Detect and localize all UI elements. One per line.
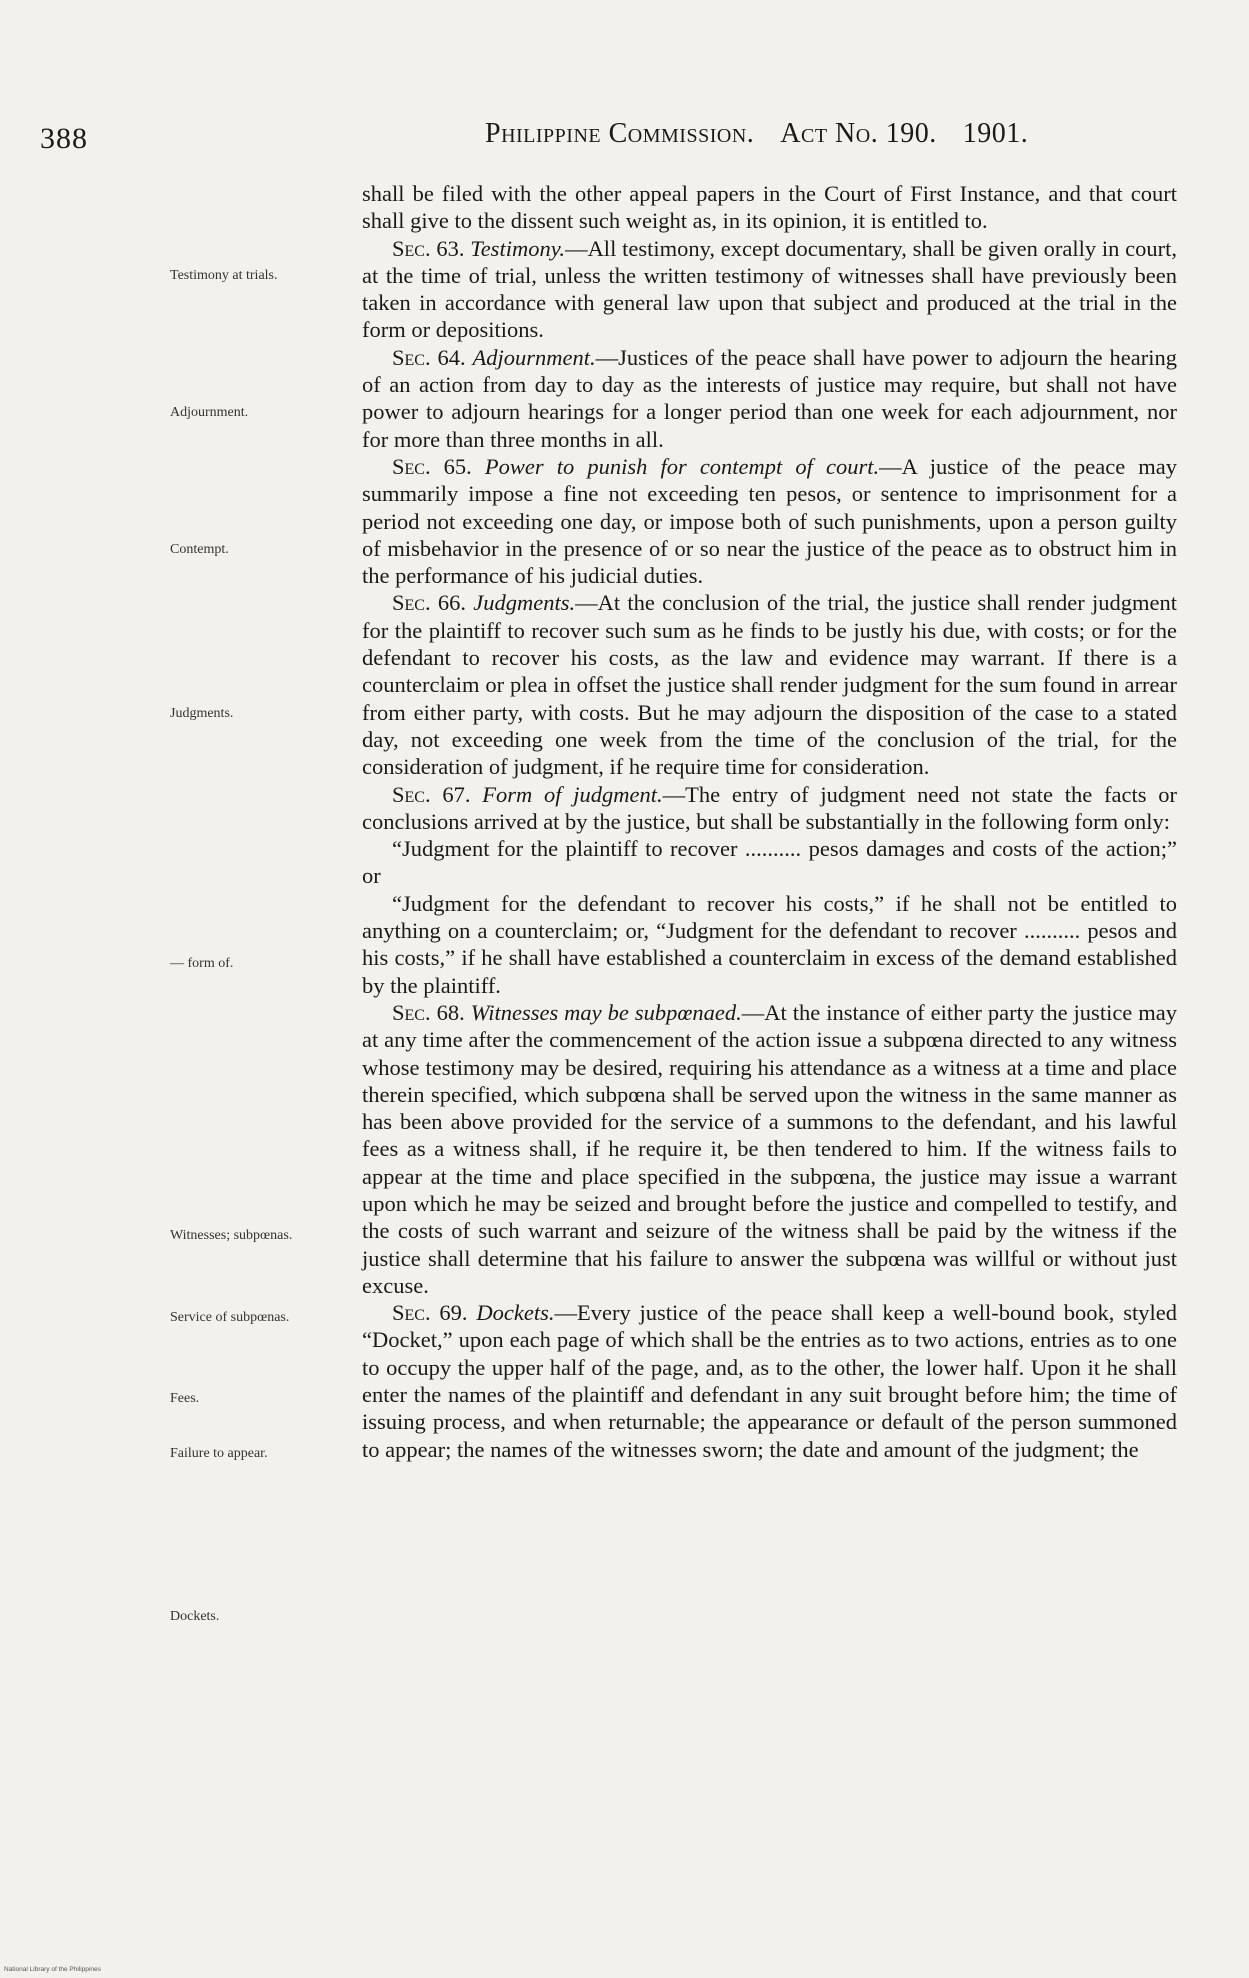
footer-credit: National Library of the Philippines [4,1966,101,1973]
section-65: Sec. 65. Power to punish for contempt of court.—A justice of the peace may summarily impose a fine not exceeding ten pesos, or sentence to imprisonment for a period not exceeding one day, or impose both of such punishments, upon a person guilty of misbehavior in the presence of or so near the justice of the peace as to obstruct him in the performance of his judicial duties. [362,453,1178,589]
margin-note-adjournment: Adjournment. [170,405,249,420]
margin-note-service: Service of subpœnas. [170,1310,290,1325]
section-63: Sec. 63. Testimony.—All testimony, except documentary, shall be given orally in court, at the time of trial, unless the written testimony of witnesses shall have previously been taken in accordance with general law upon that subject and produced at the trial in the form or depositions. [362,235,1177,343]
margin-note-dockets: Dockets. [170,1609,220,1624]
section-68: Sec. 68. Witnesses may be subpœnaed.—At the instance of either party the justice may at any time after the commencement of the action issue a subpœna directed to any witness whose testimony may be desired, requiring his attendance as a witness at a time and place therein specified, which subpœna shall be served upon the witness in the same manner as has been above provided for the service of a summons to the defendant, and his lawful fees as a witness shall, if he require it, be then tendered to him. If the witness fails to appear at the time and place specified in the subpœna, the justice may issue a warrant upon which he may be seized and brought before the justice and compelled to testify, and the costs of such warrant and seizure of the witness shall be paid by the witness if the justice shall determine that his failure to answer the subpœna was willful or without just excuse. [362,999,1178,1298]
judgment-form-defendant: “Judgment for the defendant to recover his costs,” if he shall not be entitled to anything on a counterclaim; or, “Judgment for the defendant to recover .......... pesos and his costs,” if he shall have established a counterclaim in excess of the demand established by the plaintiff. [362,890,1177,998]
margin-note-judgments: Judgments. [170,706,234,721]
section-69: Sec. 69. Dockets.—Every justice of the peace shall keep a well-bound book, styled “Docket,” upon each page of which shall be the entries as to two actions, entries as to one to occupy the upper half of the page, and, as to the other, the lower half. Upon it he shall enter the names of the plaintiff and defendant in any suit brought before him; the time of issuing process, and when returnable; the appearance or default of the person summoned to appear; the names of the witnesses sworn; the date and amount of the judgment; the [362,1300,1177,1462]
section-64: Sec. 64. Adjournment.—Justices of the peace shall have power to adjourn the hearing of an action from day to day as the interests of justice may require, but shall not have power to adjourn hearings for a longer period than one week for each adjournment, nor for more than three months in all. [362,344,1177,452]
section-66: Sec. 66. Judgments.—At the conclusion of the trial, the justice shall render judgment for the plaintiff to recover such sum as he finds to be justly his due, with costs; or for the defendant to recover his costs, as the law and evidence may warrant. If there is a counterclaim or plea in offset the justice shall render judgment for the sum found in arrear from either party, with costs. But he may adjourn the disposition of the case to a stated day, not exceeding one week from the time of the conclusion of the trial, for the consideration of judgment, if he require time for consideration. [362,590,1177,780]
margin-note-fees: Fees. [170,1391,200,1406]
margin-note-witnesses: Witnesses; subpœnas. [170,1228,293,1243]
section-67: Sec. 67. Form of judgment.—The entry of judgment need not state the facts or conclusions arrived at by the justice, but shall be substantially in the following form only: [362,781,1177,834]
running-head-publication: Philippine Commission. [485,118,755,149]
paragraph-continuation: shall be filed with the other appeal papers in the Court of First Instance, and that court shall give to the dissent such weight as, in its opinion, it is entitled to. [362,181,1177,234]
running-head [485,118,1028,150]
judgment-form-plaintiff: “Judgment for the plaintiff to recover .......... pesos damages and costs of the action;” or [362,836,1177,889]
running-head-year: 1901. [962,118,1029,149]
margin-note-testimony: Testimony at trials. [170,268,278,283]
running-head-act: Act No. 190. [780,118,937,149]
page-number: 388 [40,122,88,155]
margin-note-form-of: — form of. [170,956,234,971]
body-text [362,180,1177,1463]
margin-note-contempt: Contempt. [170,542,229,557]
margin-note-failure: Failure to appear. [170,1446,268,1461]
